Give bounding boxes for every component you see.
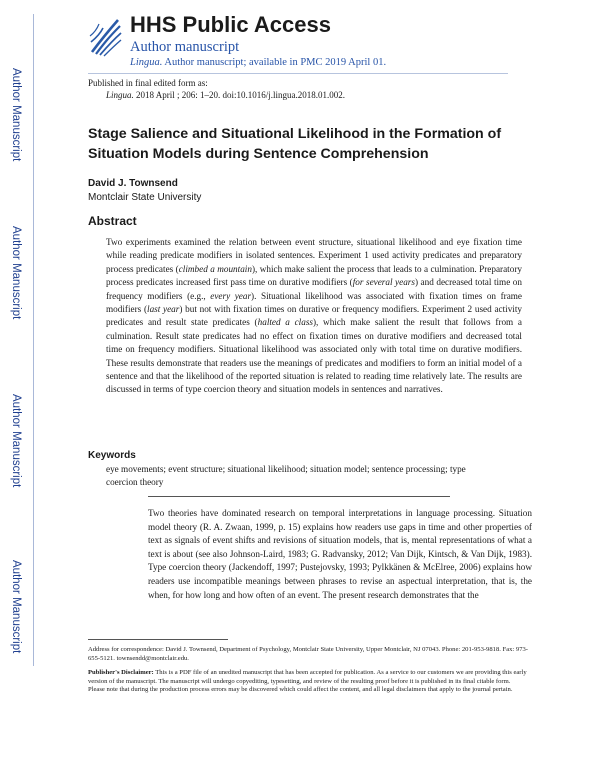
- abstract-text: ), which make salient the result that follows from a culmination. Result state predicates had no effect on fixation times on durative modifiers and decreased total time on frequency modifiers. Situational likelihood was associated only with total time on durative modifiers. These results demonstrate that readers use the meanings of predicates and modifiers to form an initial model of a sentence and that the likelihood of the reported situation is related to reading time relatively late. The results are discussed in terms of type coercion theory and situation models in sentences and narratives.: [106, 317, 522, 395]
- margin-rule: [33, 14, 34, 666]
- keywords-heading: Keywords: [88, 450, 136, 461]
- correspondence-footnote: Address for correspondence: David J. Townsend, Department of Psychology, Montclair State University, Upper Montclair, NJ 07043. Phone: 201-953-9818. Fax: 973-655-5121. townsendd@montclair.edu.: [88, 646, 528, 662]
- abstract-example: climbed a mountain: [178, 263, 252, 274]
- abstract-heading: Abstract: [88, 214, 137, 228]
- abstract-body: [106, 236, 522, 397]
- header-rule: [88, 73, 508, 74]
- side-label-author-manuscript: Author Manuscript: [10, 394, 22, 488]
- intro-paragraph: Two theories have dominated research on temporal interpretations in language processing. Situation model theory (R. A. Zwaan, 1999, p. 15) explains how readers use gaps in time and other properties of text as signals of event shifts and revisions of situation models, that is, mental representations of what a text is about (see also Johnson-Laird, 1983; G. Radvansky, 2012; Van Dijk, Kintsch, & Van Dijk, 1983). Type coercion theory (Jackendoff, 1997; Pustejovsky, 1993; Pylkkänen & McElree, 2006) explains how readers use incompatible meanings between phrases to revise an aspectual interpretation, that is, the when, for how long and how often of an event. The present research demonstrates that the: [148, 508, 532, 600]
- section-rule: [148, 496, 450, 497]
- citation-line: [106, 90, 345, 100]
- article-title: Stage Salience and Situational Likelihood in the Formation of Situation Models during Sentence Comprehension: [88, 126, 502, 162]
- publisher-disclaimer: [88, 669, 528, 695]
- keywords-list: eye movements; event structure; situational likelihood; situation model; sentence processing; type coercion theory: [106, 464, 466, 487]
- disclaimer-text: This is a PDF file of an unedited manuscript that has been accepted for publication. As a service to our customers we are providing this early version of the manuscript. The manuscript will undergo copyediting, typesetting, and review of the resulting proof before it is published in its final citable form. Please note that during the production process errors may be discovered which could affect the content, and all legal disclaimers that apply to the journal pertain.: [88, 669, 527, 694]
- published-in-label: Published in final edited form as:: [88, 78, 208, 88]
- journal-name: Lingua.: [130, 57, 163, 68]
- header: [88, 12, 508, 74]
- citation-text: 2018 April ; 206: 1–20. doi:10.1016/j.lingua.2018.01.002.: [133, 90, 346, 100]
- availability-text: Author manuscript; available in PMC 2019 April 01.: [162, 57, 387, 68]
- abstract-example: every year: [210, 290, 252, 301]
- author-name: David J. Townsend: [88, 178, 178, 189]
- abstract-example: halted a class: [257, 317, 313, 328]
- abstract-text: ). Situational likelihood was associated with fixation times on frame modifiers (: [106, 290, 523, 315]
- abstract-text: ), which make salient the process that leads to a culmination. Preparatory process predicates increased first pass time on durative modifiers (: [106, 263, 522, 288]
- abstract-example: for several years: [352, 277, 415, 288]
- hhs-eagle-logo-icon: [88, 14, 124, 60]
- availability-line: [130, 57, 386, 68]
- abstract-text: ) but not with fixation times on durative or frequency modifiers. Experiment 2 used activity predicates and result state predicates (: [106, 304, 522, 328]
- side-label-author-manuscript: Author Manuscript: [10, 68, 22, 162]
- hhs-public-access-title: HHS Public Access: [130, 12, 331, 37]
- side-label-author-manuscript: Author Manuscript: [10, 226, 22, 320]
- disclaimer-label: Publisher's Disclaimer:: [88, 669, 154, 676]
- abstract-example: last year: [147, 304, 180, 315]
- footnote-rule: [88, 639, 228, 640]
- side-label-author-manuscript: Author Manuscript: [10, 560, 22, 654]
- abstract-text: ) and decreased total time on frequency modifiers (e.g.,: [106, 277, 522, 301]
- abstract-text: Two experiments examined the relation between event structure, situational likelihood and eye fixation time while reading predicate modifiers in isolated sentences. Experiment 1 used activity predicates and preparatory process predicates (: [106, 237, 522, 274]
- author-affiliation: Montclair State University: [88, 192, 202, 203]
- author-manuscript-label: Author manuscript: [130, 39, 240, 55]
- citation-journal: Lingua.: [106, 90, 134, 100]
